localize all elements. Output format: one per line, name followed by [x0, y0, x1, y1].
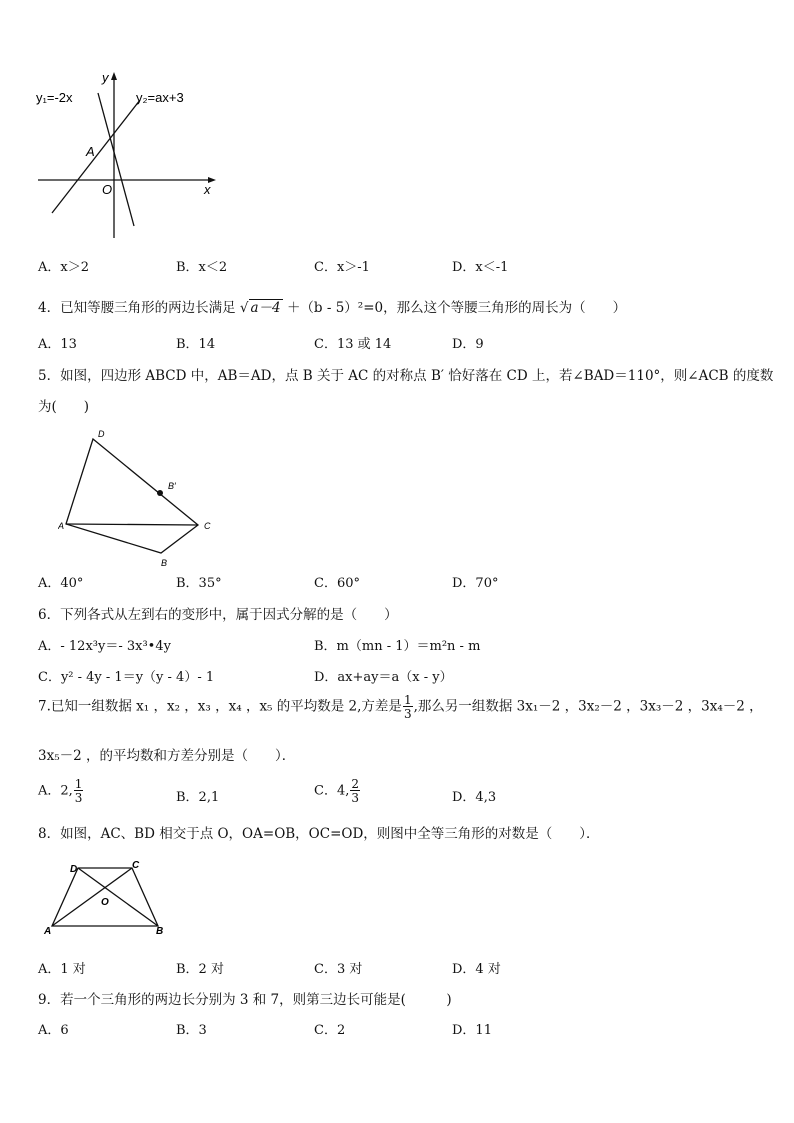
- q8-option-b[interactable]: B．2 对: [176, 962, 224, 977]
- q7-option-a-prefix: A．2,: [38, 783, 73, 799]
- q7-stem-a: 7.已知一组数据 x₁ ，x₂ ，x₃ ，x₄ ，x₅ 的平均数是 2,方差是: [38, 698, 402, 715]
- y-axis-label: y: [102, 70, 109, 85]
- q5-option-b[interactable]: B．35°: [176, 576, 222, 591]
- q7-option-a[interactable]: [38, 778, 84, 804]
- q9-option-c[interactable]: C．2: [314, 1023, 346, 1038]
- q4-option-c[interactable]: C．13 或 14: [314, 337, 392, 352]
- q7-stem-line2: 3x₅－2 ，的平均数和方差分别是（ ）．: [38, 748, 296, 764]
- label-a: A: [44, 926, 52, 937]
- q7-option-a-den: 3: [74, 791, 83, 805]
- label-b-prime: B′: [168, 481, 176, 491]
- q9-option-d[interactable]: D．11: [452, 1023, 492, 1038]
- y-axis-arrow: [111, 72, 117, 80]
- q7-option-b[interactable]: B．2,1: [176, 790, 220, 805]
- label-d: D: [98, 429, 105, 439]
- q5-option-c[interactable]: C．60°: [314, 576, 360, 591]
- diagonal-ac: [66, 524, 198, 525]
- label-b: B: [156, 926, 164, 937]
- q5-stem-line1: 5．如图，四边形 ABCD 中，AB＝AD，点 B 关于 AC 的对称点 B′ 恰好落在 CD 上，若∠BAD＝110°，则∠ACB 的度数: [38, 368, 774, 384]
- q6-option-c[interactable]: C．y² - 4y - 1＝y（y - 4）- 1: [38, 670, 215, 685]
- q9-option-a[interactable]: A．6: [38, 1023, 69, 1038]
- q4-stem-suffix: ＋（b - 5）²=0，那么这个等腰三角形的周长为（ ）: [286, 300, 627, 316]
- q3-option-b[interactable]: B．x＜2: [176, 260, 228, 275]
- q5-figure: [58, 425, 228, 570]
- q7-stem-line1: [38, 694, 763, 720]
- q7-option-a-num: 1: [74, 777, 83, 791]
- q7-option-d[interactable]: D．4,3: [452, 790, 497, 805]
- q9-option-b[interactable]: B．3: [176, 1023, 207, 1038]
- q7-var-denominator: 3: [403, 707, 412, 721]
- point-b-prime: [157, 490, 163, 496]
- q4-option-a[interactable]: A．13: [38, 337, 77, 352]
- label-c: C: [204, 521, 211, 531]
- q4-radical: a－4: [250, 300, 281, 316]
- q3-option-d[interactable]: D．x＜-1: [452, 260, 509, 275]
- q8-option-d[interactable]: D．4 对: [452, 962, 501, 977]
- label-o: O: [101, 897, 109, 908]
- q3-graph: [30, 68, 230, 243]
- q3-option-a[interactable]: A．x＞2: [38, 260, 89, 275]
- origin-label: O: [102, 182, 113, 197]
- q4-option-b[interactable]: B．14: [176, 337, 216, 352]
- y1-label: y₁=-2x: [36, 90, 73, 105]
- diagonal-bd: [78, 868, 158, 926]
- q7-var-numerator: 1: [403, 693, 412, 707]
- x-axis-label: x: [204, 182, 211, 197]
- label-b: B: [161, 558, 168, 568]
- y2-label: y₂=ax+3: [136, 90, 184, 105]
- q5-stem-line2: 为( ): [38, 399, 90, 415]
- q4-stem-prefix: 4．已知等腰三角形的两边长满足: [38, 300, 236, 316]
- q8-figure: [40, 858, 180, 940]
- label-a: A: [58, 521, 65, 531]
- q6-option-b[interactable]: B．m（mn - 1）＝m²n - m: [314, 639, 481, 654]
- q7-option-a-fraction: [74, 778, 84, 804]
- q4-stem: [38, 296, 626, 316]
- line-y2: [52, 100, 140, 213]
- q3-option-c[interactable]: C．x＞-1: [314, 260, 370, 275]
- q4-option-d[interactable]: D．9: [452, 337, 484, 352]
- q8-option-c[interactable]: C．3 对: [314, 962, 363, 977]
- q7-option-c-den: 3: [351, 791, 359, 805]
- q4-sqrt: √ a－4: [239, 300, 281, 316]
- diagonal-ac: [52, 868, 132, 926]
- quadrilateral-abcd: [66, 439, 198, 553]
- q9-stem: 9．若一个三角形的两边长分别为 3 和 7，则第三边长可能是( ): [38, 992, 452, 1008]
- q7-option-c[interactable]: [314, 778, 361, 804]
- q7-option-c-fraction: [350, 778, 360, 804]
- q7-variance-fraction: [403, 694, 413, 720]
- q5-option-d[interactable]: D．70°: [452, 576, 499, 591]
- q8-option-a[interactable]: A．1 对: [38, 962, 86, 977]
- q8-stem: 8．如图，AC、BD 相交于点 O，OA=OB，OC=OD，则图中全等三角形的对数是（ ）．: [38, 826, 600, 842]
- q7-option-c-num: 2: [351, 777, 359, 791]
- label-d: D: [70, 864, 78, 875]
- q6-option-a[interactable]: A．- 12x³y＝- 3x³•4y: [38, 639, 171, 654]
- q6-option-d[interactable]: D．ax+ay＝a（x - y）: [314, 670, 453, 685]
- line-y1: [98, 93, 134, 226]
- point-a-label: A: [86, 144, 95, 159]
- label-c: C: [132, 860, 140, 871]
- q6-stem: 6．下列各式从左到右的变形中，属于因式分解的是（ ）: [38, 607, 398, 623]
- q7-option-c-prefix: C．4,: [314, 783, 350, 799]
- q5-option-a[interactable]: A．40°: [38, 576, 84, 591]
- q7-stem-b: ,那么另一组数据 3x₁－2 ，3x₂－2 ，3x₃－2 ，3x₄－2 ，: [413, 698, 763, 715]
